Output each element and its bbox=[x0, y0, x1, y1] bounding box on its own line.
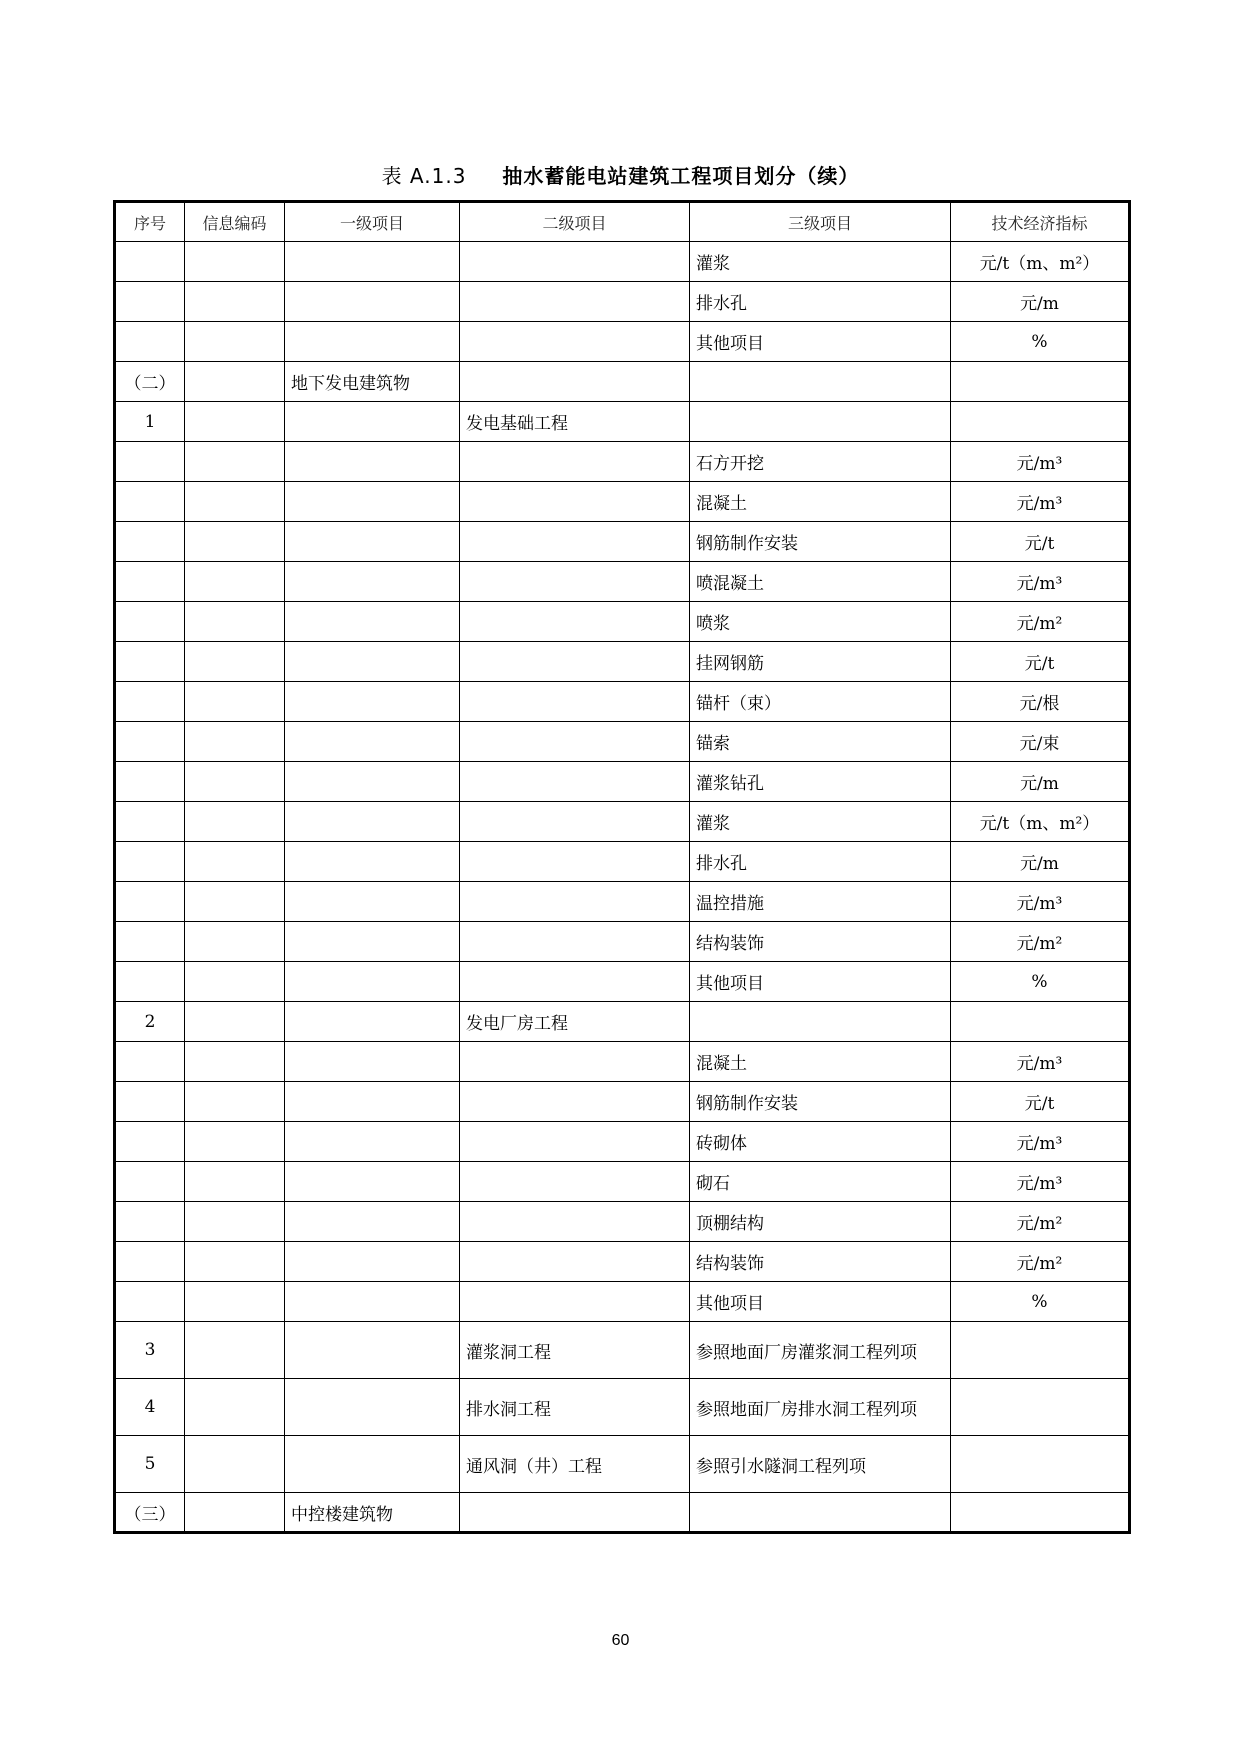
cell-level2 bbox=[460, 242, 690, 282]
cell-level3: 排水孔 bbox=[690, 842, 951, 882]
cell-level3: 混凝土 bbox=[690, 482, 951, 522]
cell-level3: 石方开挖 bbox=[690, 442, 951, 482]
cell-level1 bbox=[285, 1082, 460, 1122]
cell-level2 bbox=[460, 842, 690, 882]
cell-level3 bbox=[690, 1002, 951, 1042]
cell-code bbox=[185, 1436, 285, 1493]
cell-indicator: % bbox=[951, 322, 1130, 362]
cell-index: 4 bbox=[115, 1379, 185, 1436]
cell-indicator: 元/t（m、m²） bbox=[951, 802, 1130, 842]
header-cell-code: 信息编码 bbox=[185, 202, 285, 242]
cell-indicator: 元/m bbox=[951, 762, 1130, 802]
cell-level3: 参照引水隧洞工程列项 bbox=[690, 1436, 951, 1493]
cell-indicator bbox=[951, 362, 1130, 402]
cell-index bbox=[115, 1122, 185, 1162]
cell-indicator: 元/m³ bbox=[951, 1122, 1130, 1162]
cell-level3 bbox=[690, 402, 951, 442]
table-row bbox=[115, 1042, 1130, 1082]
cell-indicator: 元/t bbox=[951, 642, 1130, 682]
cell-code bbox=[185, 842, 285, 882]
cell-level2 bbox=[460, 522, 690, 562]
cell-level2 bbox=[460, 962, 690, 1002]
cell-indicator: 元/m² bbox=[951, 1202, 1130, 1242]
cell-indicator: 元/m³ bbox=[951, 442, 1130, 482]
cell-code bbox=[185, 562, 285, 602]
cell-index: 3 bbox=[115, 1322, 185, 1379]
table-row bbox=[115, 282, 1130, 322]
cell-index bbox=[115, 242, 185, 282]
table-row bbox=[115, 1082, 1130, 1122]
cell-level1 bbox=[285, 562, 460, 602]
cell-level2 bbox=[460, 322, 690, 362]
cell-level3: 其他项目 bbox=[690, 322, 951, 362]
cell-indicator bbox=[951, 1493, 1130, 1533]
table-row bbox=[115, 522, 1130, 562]
cell-index: 5 bbox=[115, 1436, 185, 1493]
cell-level3: 其他项目 bbox=[690, 1282, 951, 1322]
cell-level2 bbox=[460, 922, 690, 962]
cell-level2 bbox=[460, 282, 690, 322]
cell-level2 bbox=[460, 442, 690, 482]
cell-index: 2 bbox=[115, 1002, 185, 1042]
table-row bbox=[115, 242, 1130, 282]
table-row bbox=[115, 682, 1130, 722]
cell-level1 bbox=[285, 922, 460, 962]
table-row bbox=[115, 922, 1130, 962]
cell-indicator: % bbox=[951, 1282, 1130, 1322]
cell-index bbox=[115, 322, 185, 362]
cell-level3: 结构装饰 bbox=[690, 1242, 951, 1282]
table-row bbox=[115, 1242, 1130, 1282]
cell-index bbox=[115, 762, 185, 802]
cell-indicator bbox=[951, 1322, 1130, 1379]
table-row bbox=[115, 1379, 1130, 1436]
cell-level3: 钢筋制作安装 bbox=[690, 522, 951, 562]
cell-level2 bbox=[460, 682, 690, 722]
cell-level2 bbox=[460, 1493, 690, 1533]
cell-indicator: 元/m² bbox=[951, 1242, 1130, 1282]
cell-level1: 地下发电建筑物 bbox=[285, 362, 460, 402]
cell-code bbox=[185, 1322, 285, 1379]
cell-level3 bbox=[690, 1493, 951, 1533]
cell-level1 bbox=[285, 282, 460, 322]
cell-code bbox=[185, 602, 285, 642]
page-number: 60 bbox=[611, 1632, 630, 1649]
cell-level1 bbox=[285, 482, 460, 522]
cell-level1 bbox=[285, 802, 460, 842]
header-cell-indicator: 技术经济指标 bbox=[951, 202, 1130, 242]
table-row bbox=[115, 722, 1130, 762]
cell-level1 bbox=[285, 1162, 460, 1202]
table-row bbox=[115, 562, 1130, 602]
cell-index bbox=[115, 1082, 185, 1122]
project-division-table bbox=[113, 200, 1131, 1534]
table-row bbox=[115, 842, 1130, 882]
cell-index bbox=[115, 1242, 185, 1282]
table-row bbox=[115, 1202, 1130, 1242]
cell-code bbox=[185, 402, 285, 442]
cell-index bbox=[115, 1282, 185, 1322]
cell-level2 bbox=[460, 642, 690, 682]
cell-index bbox=[115, 962, 185, 1002]
cell-level1 bbox=[285, 1242, 460, 1282]
cell-index bbox=[115, 1042, 185, 1082]
cell-code bbox=[185, 482, 285, 522]
cell-level2: 发电基础工程 bbox=[460, 402, 690, 442]
cell-code bbox=[185, 1162, 285, 1202]
cell-code bbox=[185, 1379, 285, 1436]
table-title bbox=[0, 160, 1241, 189]
cell-code bbox=[185, 682, 285, 722]
cell-level1 bbox=[285, 1282, 460, 1322]
cell-index bbox=[115, 1202, 185, 1242]
cell-indicator: 元/m³ bbox=[951, 562, 1130, 602]
cell-level3: 混凝土 bbox=[690, 1042, 951, 1082]
cell-indicator: 元/t（m、m²） bbox=[951, 242, 1130, 282]
cell-indicator: 元/m² bbox=[951, 602, 1130, 642]
cell-level3 bbox=[690, 362, 951, 402]
table-row bbox=[115, 962, 1130, 1002]
cell-level1 bbox=[285, 602, 460, 642]
cell-index: （三） bbox=[115, 1493, 185, 1533]
table-row bbox=[115, 1493, 1130, 1533]
cell-code bbox=[185, 442, 285, 482]
cell-level3: 锚杆（束） bbox=[690, 682, 951, 722]
table-body bbox=[115, 242, 1130, 1533]
cell-level1 bbox=[285, 722, 460, 762]
cell-level3: 灌浆 bbox=[690, 242, 951, 282]
cell-level1 bbox=[285, 1436, 460, 1493]
cell-level1 bbox=[285, 762, 460, 802]
header-cell-level1: 一级项目 bbox=[285, 202, 460, 242]
cell-level3: 其他项目 bbox=[690, 962, 951, 1002]
cell-code bbox=[185, 1122, 285, 1162]
cell-code bbox=[185, 962, 285, 1002]
cell-indicator: 元/根 bbox=[951, 682, 1130, 722]
cell-level2: 通风洞（井）工程 bbox=[460, 1436, 690, 1493]
table-row bbox=[115, 482, 1130, 522]
cell-indicator bbox=[951, 1002, 1130, 1042]
table-row bbox=[115, 802, 1130, 842]
cell-level1 bbox=[285, 1379, 460, 1436]
table-row bbox=[115, 1282, 1130, 1322]
cell-level3: 参照地面厂房排水洞工程列项 bbox=[690, 1379, 951, 1436]
cell-level1: 中控楼建筑物 bbox=[285, 1493, 460, 1533]
cell-level2 bbox=[460, 1082, 690, 1122]
table-row bbox=[115, 882, 1130, 922]
cell-indicator: 元/m bbox=[951, 282, 1130, 322]
cell-level3: 喷浆 bbox=[690, 602, 951, 642]
cell-index bbox=[115, 842, 185, 882]
cell-level2: 排水洞工程 bbox=[460, 1379, 690, 1436]
cell-code bbox=[185, 1042, 285, 1082]
table-row bbox=[115, 442, 1130, 482]
table-row bbox=[115, 642, 1130, 682]
cell-level1 bbox=[285, 1322, 460, 1379]
table-row bbox=[115, 602, 1130, 642]
cell-index bbox=[115, 482, 185, 522]
cell-indicator bbox=[951, 1379, 1130, 1436]
cell-level1 bbox=[285, 442, 460, 482]
cell-level1 bbox=[285, 682, 460, 722]
cell-level2 bbox=[460, 802, 690, 842]
cell-code bbox=[185, 762, 285, 802]
cell-index bbox=[115, 562, 185, 602]
table-row bbox=[115, 1162, 1130, 1202]
cell-index bbox=[115, 282, 185, 322]
cell-code bbox=[185, 642, 285, 682]
cell-level3: 钢筋制作安装 bbox=[690, 1082, 951, 1122]
cell-code bbox=[185, 1202, 285, 1242]
cell-level3: 锚索 bbox=[690, 722, 951, 762]
cell-code bbox=[185, 322, 285, 362]
cell-level1 bbox=[285, 242, 460, 282]
cell-code bbox=[185, 802, 285, 842]
table-number: 表 A.1.3 bbox=[381, 164, 467, 188]
cell-level2 bbox=[460, 602, 690, 642]
cell-index bbox=[115, 602, 185, 642]
cell-code bbox=[185, 282, 285, 322]
cell-level1 bbox=[285, 1202, 460, 1242]
table-row bbox=[115, 762, 1130, 802]
cell-level2 bbox=[460, 562, 690, 602]
cell-level3: 顶棚结构 bbox=[690, 1202, 951, 1242]
cell-level1 bbox=[285, 962, 460, 1002]
cell-level3: 砖砌体 bbox=[690, 1122, 951, 1162]
cell-index: （二） bbox=[115, 362, 185, 402]
cell-code bbox=[185, 362, 285, 402]
cell-code bbox=[185, 1082, 285, 1122]
cell-indicator: 元/m³ bbox=[951, 1162, 1130, 1202]
cell-code bbox=[185, 722, 285, 762]
table-row bbox=[115, 1436, 1130, 1493]
cell-level2 bbox=[460, 362, 690, 402]
cell-indicator: 元/m bbox=[951, 842, 1130, 882]
cell-level1 bbox=[285, 1002, 460, 1042]
cell-level2 bbox=[460, 482, 690, 522]
cell-indicator: 元/t bbox=[951, 1082, 1130, 1122]
cell-indicator: 元/t bbox=[951, 522, 1130, 562]
cell-indicator: 元/m³ bbox=[951, 1042, 1130, 1082]
cell-code bbox=[185, 1282, 285, 1322]
cell-indicator: % bbox=[951, 962, 1130, 1002]
cell-level3: 灌浆 bbox=[690, 802, 951, 842]
cell-level2 bbox=[460, 1202, 690, 1242]
cell-level3: 结构装饰 bbox=[690, 922, 951, 962]
cell-indicator: 元/m³ bbox=[951, 882, 1130, 922]
header-cell-index: 序号 bbox=[115, 202, 185, 242]
cell-code bbox=[185, 1493, 285, 1533]
cell-code bbox=[185, 922, 285, 962]
cell-code bbox=[185, 1242, 285, 1282]
cell-level2 bbox=[460, 1282, 690, 1322]
cell-level1 bbox=[285, 522, 460, 562]
cell-level2 bbox=[460, 722, 690, 762]
cell-index bbox=[115, 802, 185, 842]
cell-level3: 排水孔 bbox=[690, 282, 951, 322]
cell-level3: 挂网钢筋 bbox=[690, 642, 951, 682]
table-caption: 抽水蓄能电站建筑工程项目划分（续） bbox=[502, 164, 860, 188]
cell-index bbox=[115, 682, 185, 722]
table-row bbox=[115, 362, 1130, 402]
cell-indicator bbox=[951, 402, 1130, 442]
table-row bbox=[115, 322, 1130, 362]
cell-level1 bbox=[285, 1122, 460, 1162]
cell-index bbox=[115, 922, 185, 962]
cell-level2: 发电厂房工程 bbox=[460, 1002, 690, 1042]
cell-indicator: 元/m² bbox=[951, 922, 1130, 962]
cell-index bbox=[115, 442, 185, 482]
cell-level1 bbox=[285, 642, 460, 682]
cell-index bbox=[115, 1162, 185, 1202]
cell-level1 bbox=[285, 842, 460, 882]
table-row bbox=[115, 1002, 1130, 1042]
cell-level3: 喷混凝土 bbox=[690, 562, 951, 602]
cell-code bbox=[185, 1002, 285, 1042]
header-row bbox=[115, 202, 1130, 242]
cell-level3: 灌浆钻孔 bbox=[690, 762, 951, 802]
cell-level3: 参照地面厂房灌浆洞工程列项 bbox=[690, 1322, 951, 1379]
cell-indicator: 元/m³ bbox=[951, 482, 1130, 522]
cell-index: 1 bbox=[115, 402, 185, 442]
table-row bbox=[115, 1122, 1130, 1162]
cell-level2 bbox=[460, 1242, 690, 1282]
cell-code bbox=[185, 522, 285, 562]
cell-index bbox=[115, 722, 185, 762]
header-cell-level3: 三级项目 bbox=[690, 202, 951, 242]
cell-level1 bbox=[285, 402, 460, 442]
cell-level3: 温控措施 bbox=[690, 882, 951, 922]
cell-level2 bbox=[460, 882, 690, 922]
cell-code bbox=[185, 882, 285, 922]
cell-level2 bbox=[460, 1122, 690, 1162]
cell-level2: 灌浆洞工程 bbox=[460, 1322, 690, 1379]
cell-level1 bbox=[285, 882, 460, 922]
cell-level1 bbox=[285, 322, 460, 362]
cell-indicator bbox=[951, 1436, 1130, 1493]
cell-level2 bbox=[460, 1042, 690, 1082]
header-cell-level2: 二级项目 bbox=[460, 202, 690, 242]
cell-index bbox=[115, 882, 185, 922]
cell-code bbox=[185, 242, 285, 282]
cell-level1 bbox=[285, 1042, 460, 1082]
cell-index bbox=[115, 522, 185, 562]
cell-indicator: 元/束 bbox=[951, 722, 1130, 762]
table-row bbox=[115, 1322, 1130, 1379]
cell-index bbox=[115, 642, 185, 682]
cell-level2 bbox=[460, 1162, 690, 1202]
cell-level2 bbox=[460, 762, 690, 802]
table-row bbox=[115, 402, 1130, 442]
cell-level3: 砌石 bbox=[690, 1162, 951, 1202]
